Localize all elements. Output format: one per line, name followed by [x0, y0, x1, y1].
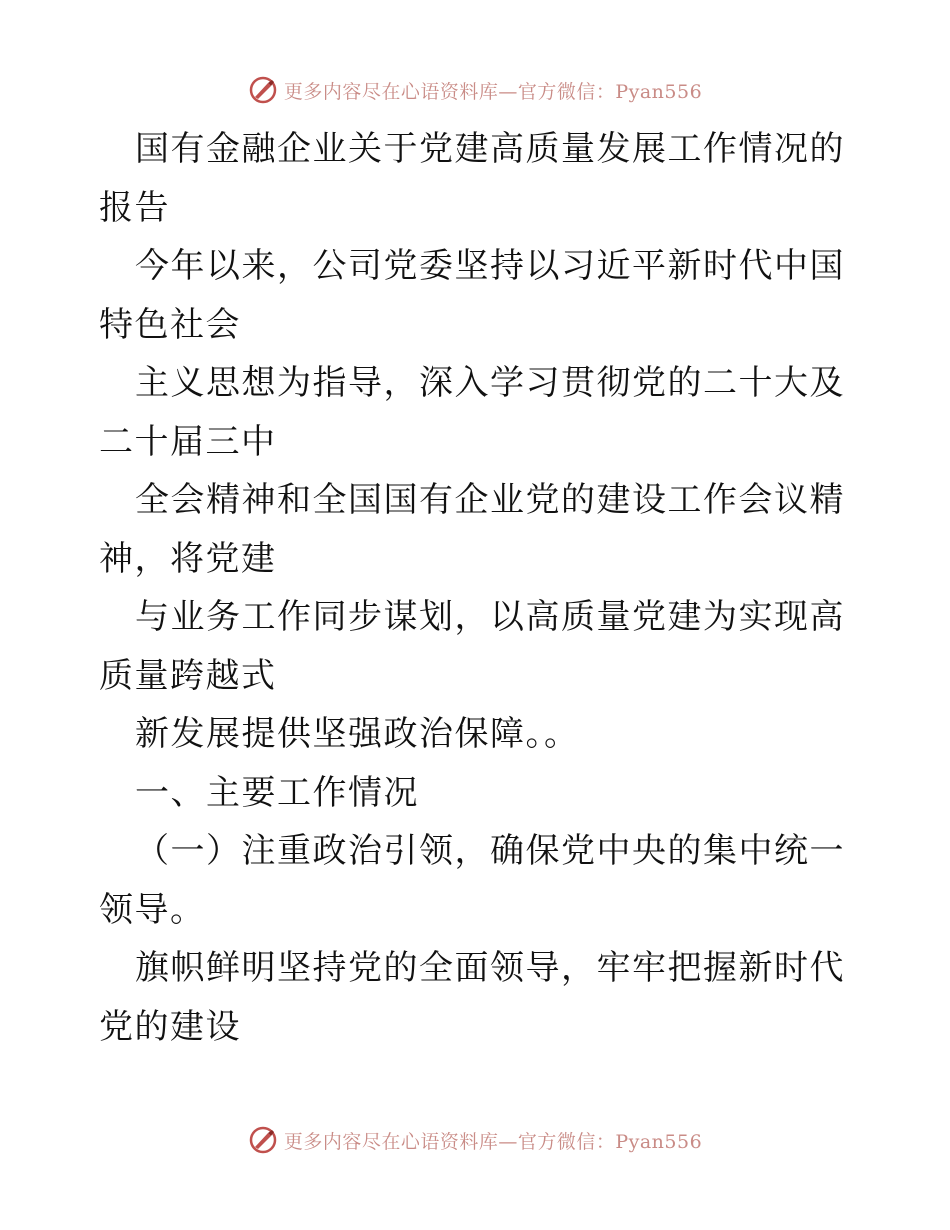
subsection-heading: （一）注重政治引领，确保党中央的集中统一领导。 — [99, 831, 845, 930]
header-watermark-banner — [0, 73, 950, 107]
pen-logo-icon — [248, 75, 278, 105]
paragraph: 主义思想为指导，深入学习贯彻党的二十大及二十届三中 — [99, 363, 845, 462]
paragraph: 全会精神和全国国有企业党的建设工作会议精神，将党建 — [99, 480, 845, 579]
footer-watermark-text: 更多内容尽在心语资料库—官方微信：Pyan556 — [283, 1130, 703, 1153]
paragraph: 新发展提供坚强政治保障。。 — [135, 714, 580, 754]
pen-logo-icon — [248, 1125, 278, 1155]
footer-watermark-banner — [0, 1123, 950, 1157]
document-title: 国有金融企业关于党建高质量发展工作情况的报告 — [99, 129, 845, 228]
section-heading: 一、主要工作情况 — [135, 772, 419, 813]
paragraph: 旗帜鲜明坚持党的全面领导，牢牢把握新时代党的建设 — [99, 948, 845, 1047]
document-body — [99, 120, 859, 1056]
paragraph: 与业务工作同步谋划，以高质量党建为实现高质量跨越式 — [99, 597, 845, 696]
paragraph: 今年以来，公司党委坚持以习近平新时代中国特色社会 — [99, 246, 845, 345]
header-watermark-text: 更多内容尽在心语资料库—官方微信：Pyan556 — [283, 80, 703, 103]
